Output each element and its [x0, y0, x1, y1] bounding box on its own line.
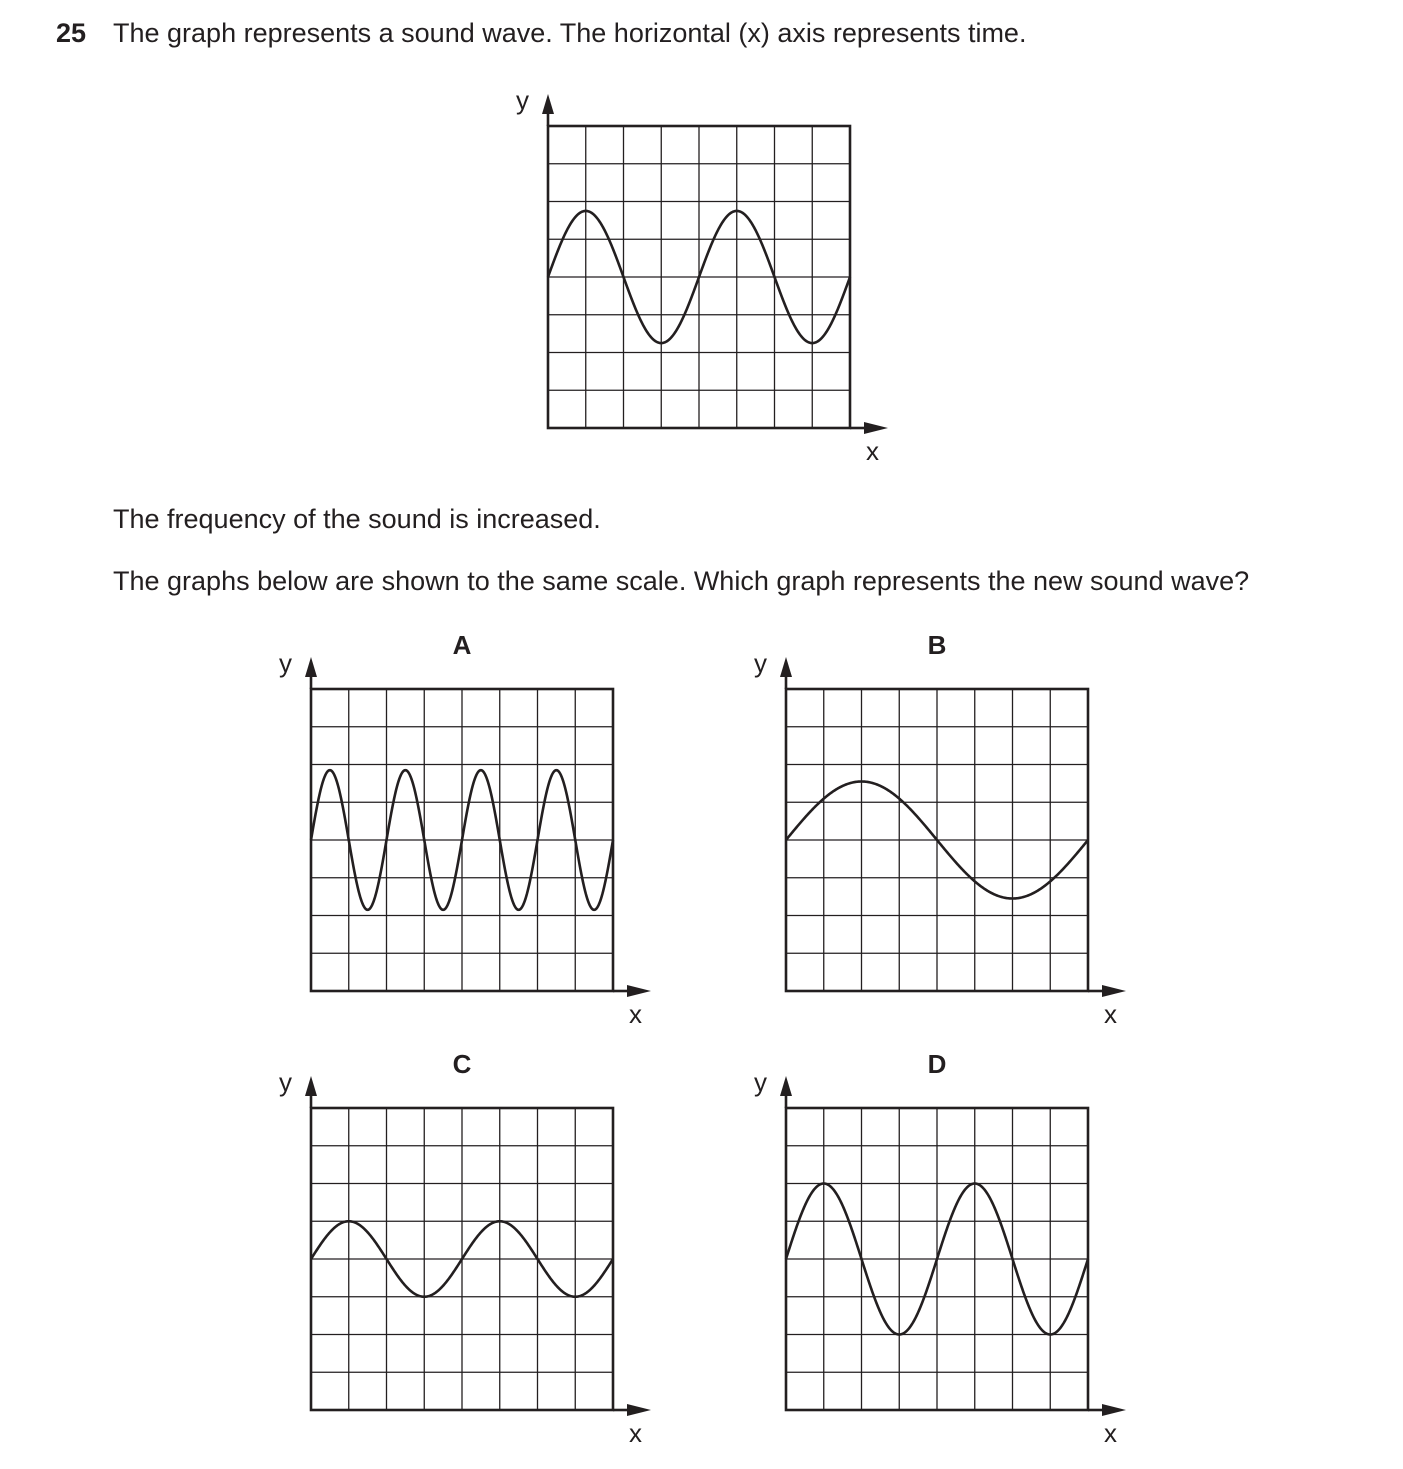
option-letter-B: B: [927, 630, 947, 660]
y-axis-arrow-icon: [780, 657, 792, 677]
option-letter-A: A: [452, 630, 472, 660]
x-axis-label: x: [629, 999, 642, 1029]
x-axis-arrow-icon: [864, 422, 888, 434]
y-axis-label: y: [754, 648, 767, 678]
graph-B: [754, 630, 1126, 1029]
y-axis-label: y: [279, 648, 292, 678]
question-prompt: The graphs below are shown to the same scale. Which graph represents the new sound wave?: [113, 566, 1250, 596]
option-letter-C: C: [452, 1049, 472, 1079]
y-axis-arrow-icon: [305, 1076, 317, 1096]
x-axis-label: x: [1104, 1418, 1117, 1448]
y-axis-label: y: [754, 1067, 767, 1097]
x-axis-arrow-icon: [627, 985, 651, 997]
x-axis-arrow-icon: [627, 1404, 651, 1416]
question-info: The frequency of the sound is increased.: [113, 504, 601, 534]
x-axis-arrow-icon: [1102, 1404, 1126, 1416]
x-axis-label: x: [866, 436, 879, 466]
graph-original: [516, 85, 888, 466]
y-axis-label: y: [516, 85, 529, 115]
option-letter-D: D: [927, 1049, 947, 1079]
question-stem: The graph represents a sound wave. The horizontal (x) axis represents time.: [113, 18, 1027, 48]
y-axis-arrow-icon: [780, 1076, 792, 1096]
graph-D: [754, 1049, 1126, 1448]
x-axis-arrow-icon: [1102, 985, 1126, 997]
y-axis-arrow-icon: [542, 94, 554, 114]
question-number: 25: [56, 18, 87, 48]
graph-C: [279, 1049, 651, 1448]
y-axis-arrow-icon: [305, 657, 317, 677]
y-axis-label: y: [279, 1067, 292, 1097]
graph-A: [279, 630, 651, 1029]
x-axis-label: x: [1104, 999, 1117, 1029]
x-axis-label: x: [629, 1418, 642, 1448]
